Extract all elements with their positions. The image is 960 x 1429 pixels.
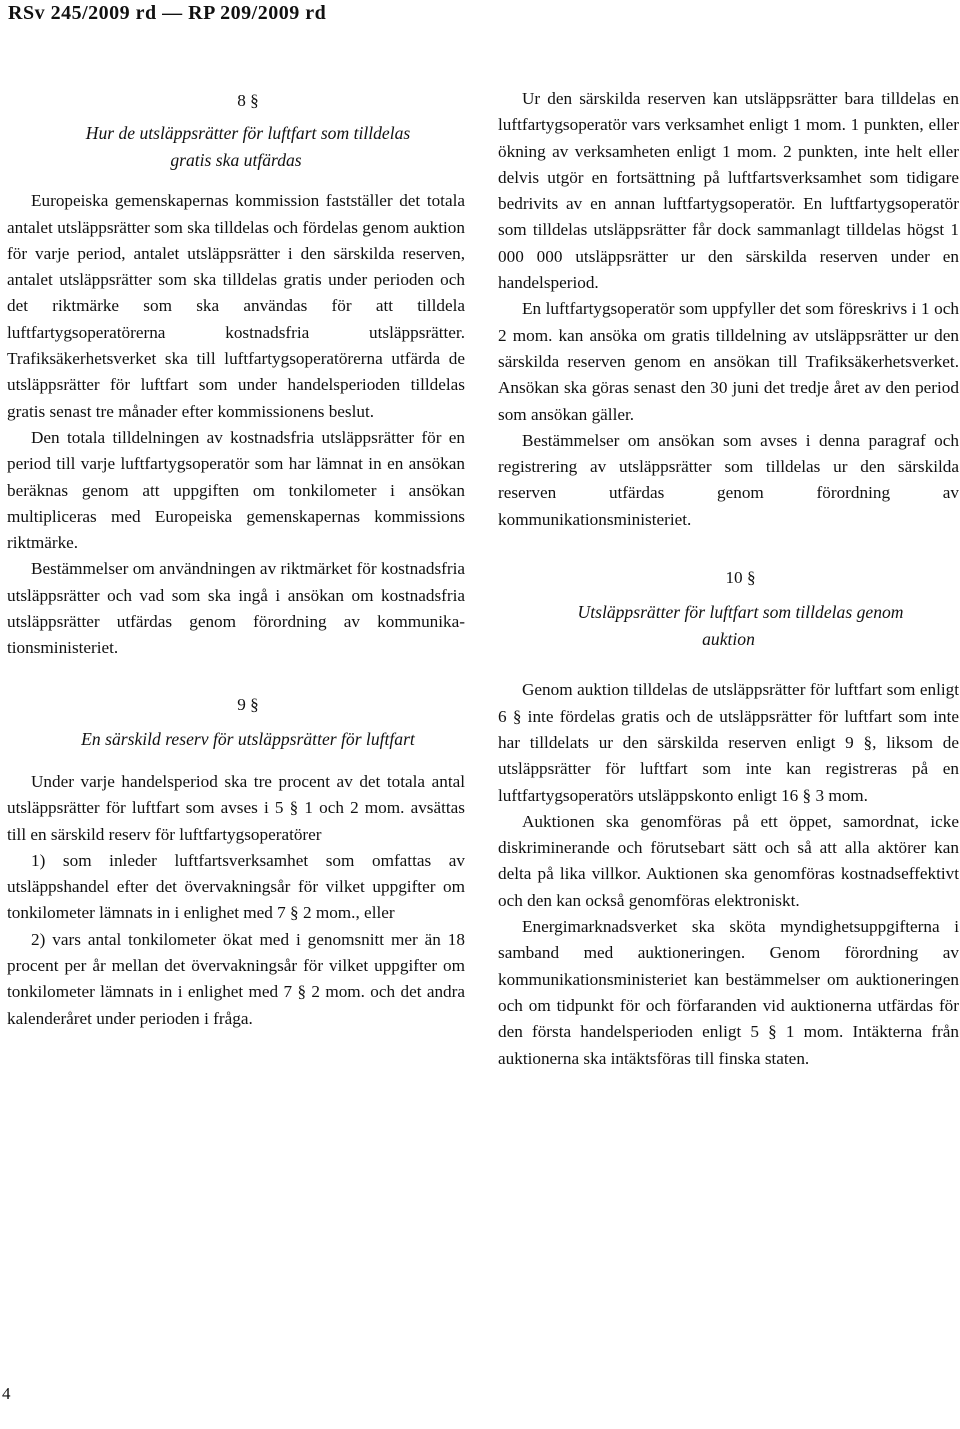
paragraph: 2) vars antal tonkilometer ökat med i genomsnitt mer än 18 procent per år mellan det övervakningsår för vilket uppgifter om tonkilometer lämnats in i enlighet med 7 § 2 mom. och det andra kalenderåret under perioden i fråga. — [7, 929, 465, 1028]
paragraph: Bestämmelser om ansökan som avses i denna paragraf och registrering av utsläppsrätter som tilldelas ur den särskilda reserven utfärdas genom förordning av kommunikationsministeriet. — [498, 430, 959, 529]
section-9-number: 9 § — [237, 694, 259, 714]
section-10-number: 10 § — [725, 568, 756, 588]
page-number: 4 — [2, 1384, 11, 1403]
section-8-title: Hur de utsläppsrätter för luftfart som tilldelas gratis ska utfärdas — [85, 123, 411, 171]
left-column — [7, 86, 465, 1032]
paragraph: Ur den särskilda reserven kan utsläppsrätter bara tilldelas en luftfartygsoperatör vars verksamhet enligt 1 mom. 1 punkten, eller ökning av verksamheten enligt 1 mom. 2 punkten, inte helt eller delvis utgör en fortsättning på luftfartsverksamhet som tidigare bedrivits av en annan luftfartygsoperatör. En luftfartygsoperatör som tilldelas utsläppsrätter får dock sammanlagt tilldelas högst 1 000 000 utsläppsrätter ur den särskilda reserven under en handelsperiod. — [498, 89, 959, 293]
right-column — [498, 86, 959, 1072]
paragraph: Energimarknadsverket ska sköta myndighetsuppgifterna i samband med auktioneringen. Genom förordning av kommunikationsministeriet kan bestämmelser om auktioneringen och om tidpunkt för och förfaranden vid auktionerna utfärdas för den första handelsperioden enligt 5 § 1 mom. Intäkterna från auktionerna ska intäktsföras till finska staten. — [498, 917, 959, 1068]
paragraph: Auktionen ska genomföras på ett öppet, samordnat, icke diskriminerande och förutsebart sätt och så att alla aktörer kan delta på lika villkor. Auktionen ska genomföras kostnadseffektivt och den kan också genomföras elektroniskt. — [498, 811, 959, 910]
paragraph: Bestämmelser om användningen av riktmärket för kostnadsfria utsläppsrätter och vad som ska ingå i ansökan om kostnadsfria utsläppsrätter utfärdas genom förordning av kommunikationsministeriet. — [7, 559, 465, 658]
paragraph: 1) som inleder luftfartsverksamhet som omfattas av utsläppshandel efter det övervakningsår för vilket uppgifter om tonkilometer lämnats in i enlighet med 7 § 2 mom., eller — [7, 850, 465, 923]
paragraph: Europeiska gemenskapernas kommission fastställer det totala antalet utsläppsrätter som ska tilldelas och fördelas genom auktion för varje period, antalet utsläppsrätter i den särskilda reserven, antalet utsläppsrätter som ska tilldelas gratis under perioden och det riktmärke som ska användas för att tilldela luftfartygsoperatörerna kostnadsfria utsläppsrätter. Trafiksäkerhetsverket ska till luftfartygsoperatörerna utfärda de utsläppsrätter för luftfart som under handelsperioden tilldelas gratis senast tre månader efter kommissionens beslut. — [7, 191, 465, 421]
paragraph: Under varje handelsperiod ska tre procent av det totala antal utsläppsrätter för luftfart som avses i 5 § 1 och 2 mom. avsättas till en särskild reserv för luftfartygsoperatörer — [7, 771, 465, 844]
section-9-title: En särskild reserv för utsläppsrätter för luftfart — [81, 728, 415, 749]
paragraph: En luftfartygsoperatör som uppfyller det som föreskrivs i 1 och 2 mom. kan ansöka om gratis tilldelning av utsläppsrätter ur den särskilda reserven genom en ansökan till Trafiksäkerhetsverket. Ansökan ska göras senast den 30 juni det tredje året av den period som ansökan gäller. — [498, 299, 959, 424]
section-8-number: 8 § — [237, 91, 259, 110]
paragraph: Genom auktion tilldelas de utsläppsrätter för luftfart som enligt 6 § inte fördelas gratis och de utsläppsrätter för luftfart som inte har tilldelats ur den särskilda reserven enligt 9 §, liksom de utsläppsrätter för luftfart som inte kan registreras på en luftfartygsoperatörs utsläppskonto enligt 16 § 3 mom. — [498, 680, 959, 805]
paragraph: Den totala tilldelningen av kostnadsfria utsläppsrätter för en period till varje luftfartygsoperatör som har lämnat in en ansökan beräknas genom att uppgiften om tonkilometer i ansökan multipliceras med Europeiska gemenskapernas kommissions riktmärke. — [7, 427, 465, 553]
section-10-title: Utsläppsrätter för luftfart som tilldelas genom auktion — [577, 602, 904, 650]
page-header: RSv 245/2009 rd — RP 209/2009 rd — [8, 2, 327, 24]
